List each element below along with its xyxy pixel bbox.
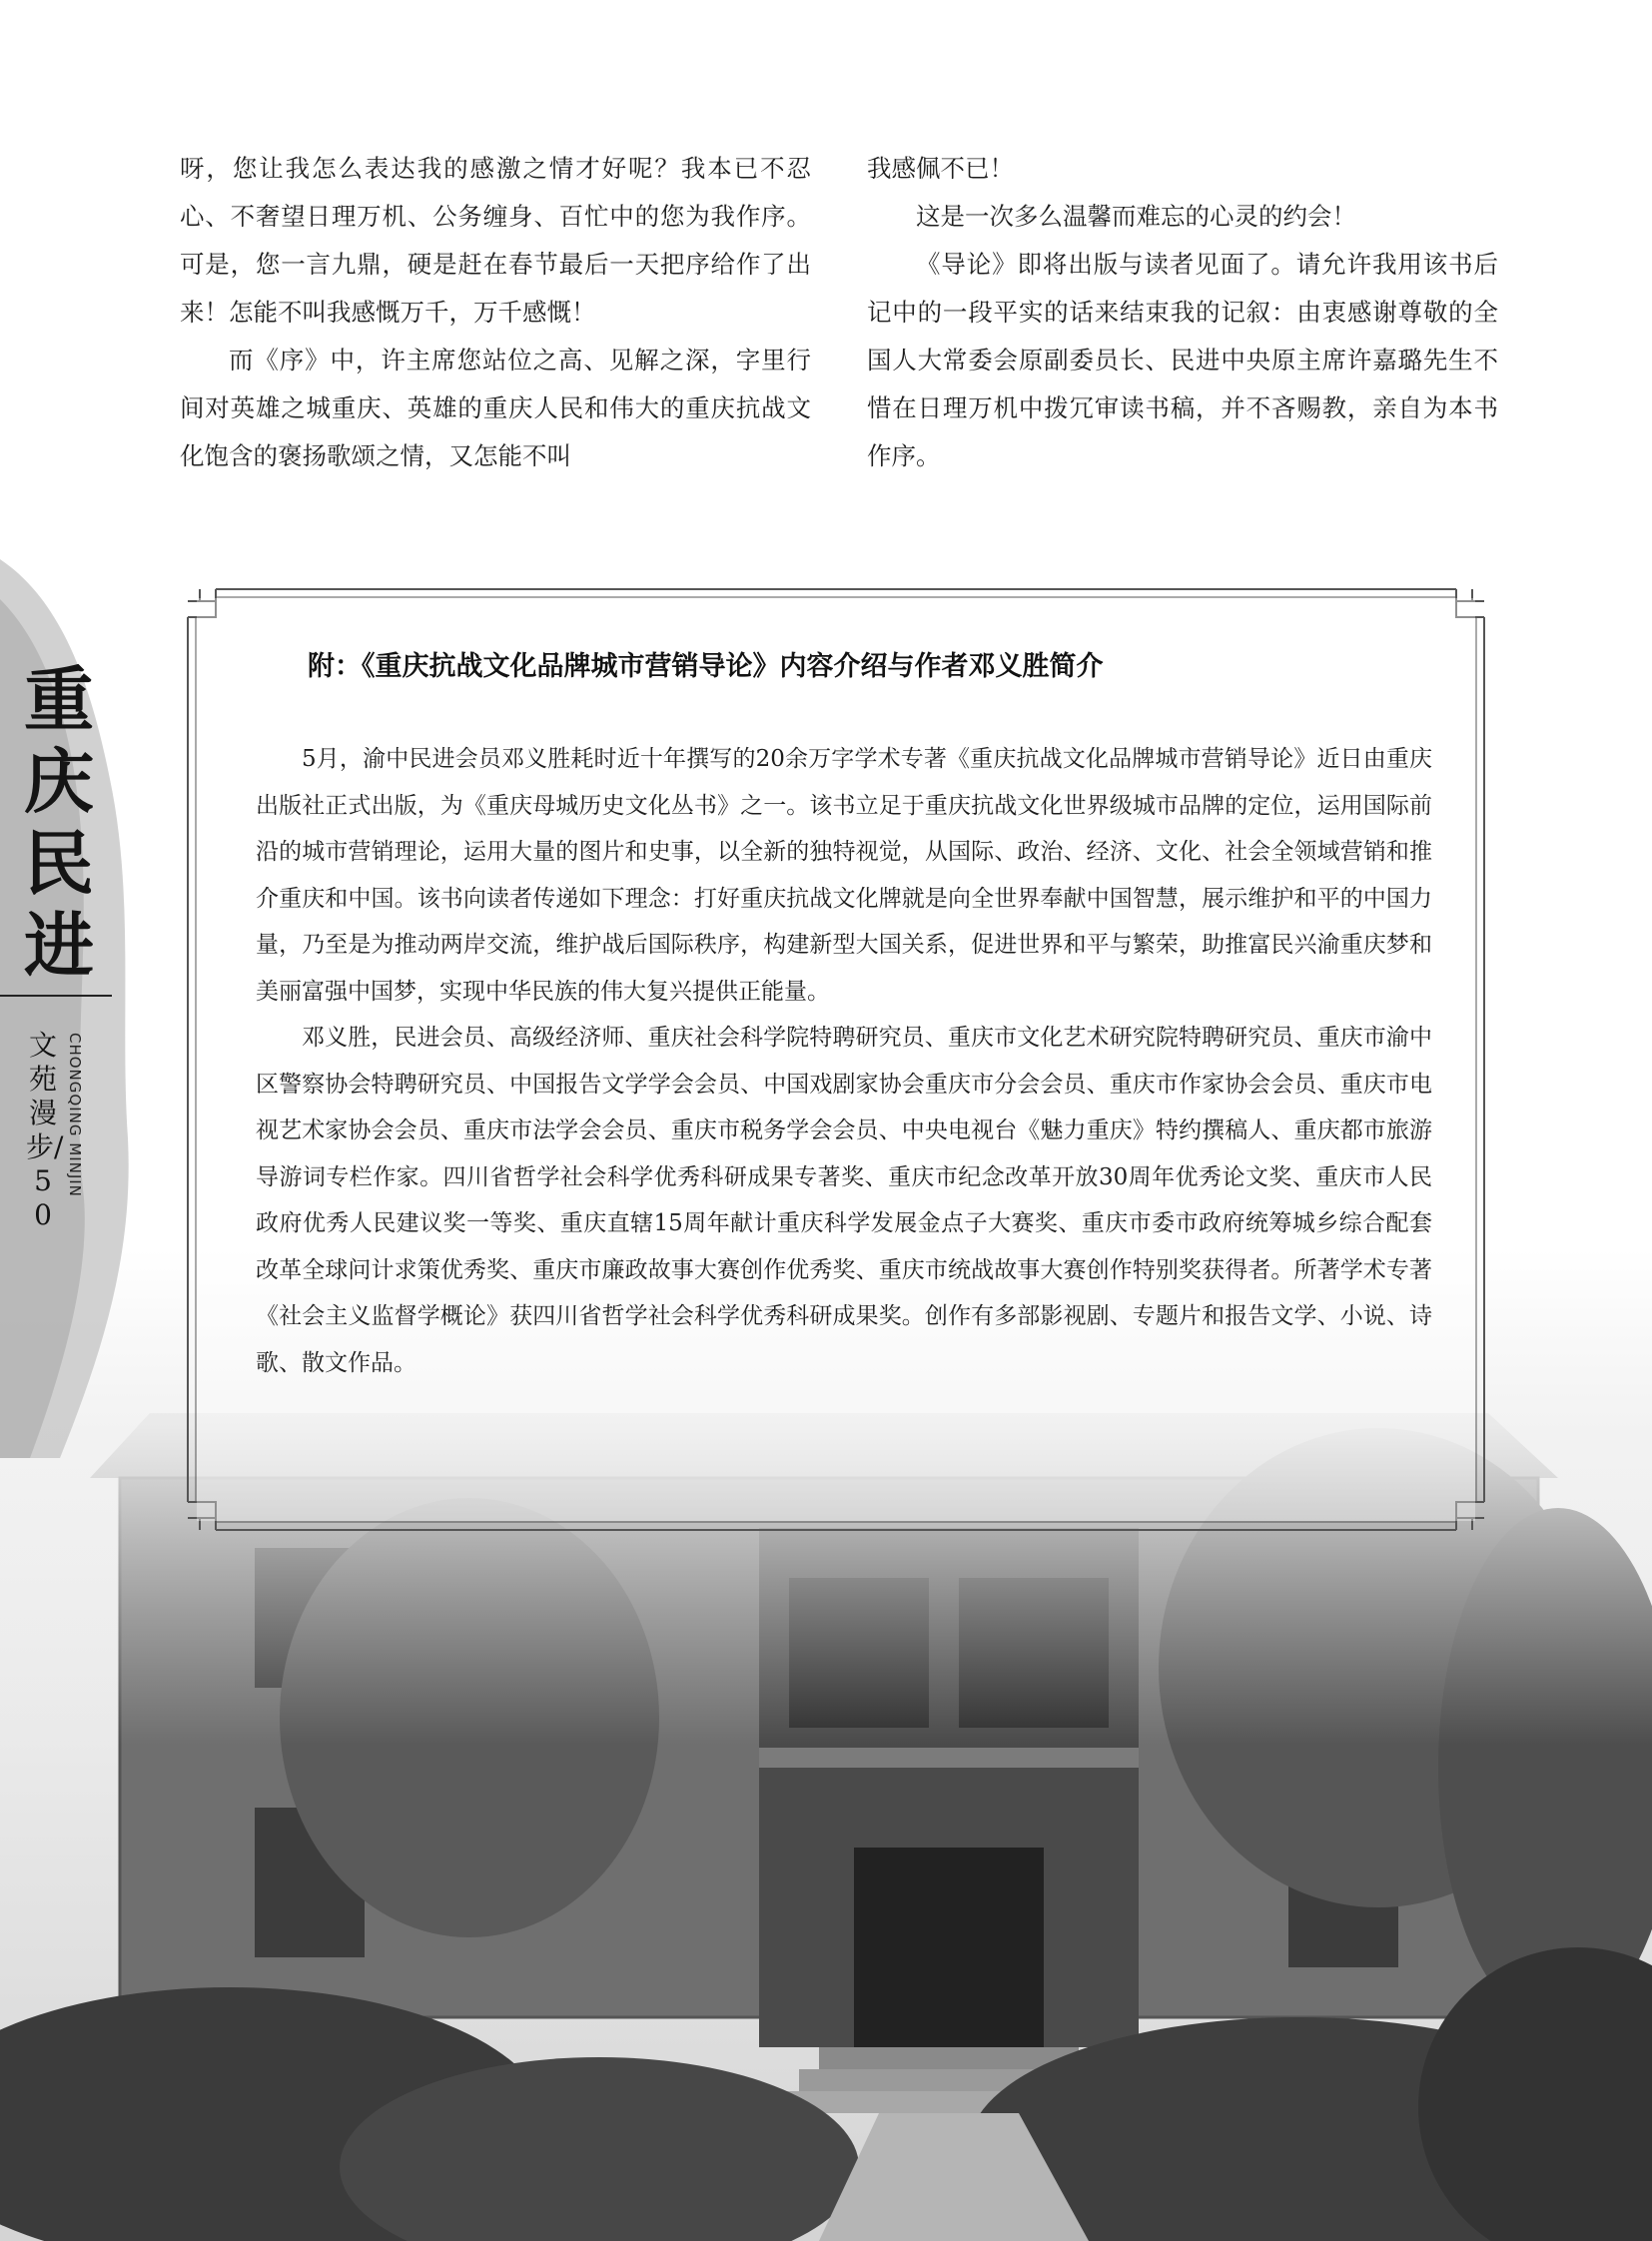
masthead-divider [0, 995, 112, 997]
info-box-body [256, 736, 1432, 1386]
text-column-right [867, 145, 1498, 480]
paragraph: 而《序》中，许主席您站位之高、见解之深，字里行间对英雄之城重庆、英雄的重庆人民和伟大的重庆抗战文化饱含的褒扬歌颂之情，又怎能不叫 [180, 346, 811, 470]
info-paragraph-author: 邓义胜，民进会员、高级经济师、重庆社会科学院特聘研究员、重庆市文化艺术研究院特聘研究员、重庆市渝中区警察协会特聘研究员、中国报告文学学会会员、中国戏剧家协会重庆市分会会员、重庆市作家协会会员、重庆市电视艺术家协会会员、重庆市法学会会员、重庆市税务学会会员、中央电视台《魅力重庆》特约撰稿人、重庆都市旅游导游词专栏作家。四川省哲学社会科学优秀科研成果专著奖、重庆市纪念改革开放30周年优秀论文奖、重庆市人民政府优秀人民建议奖一等奖、重庆直辖15周年献计重庆科学发展金点子大赛奖、重庆市委市政府统筹城乡综合配套改革全球问计求策优秀奖、重庆市廉政故事大赛创作优秀奖、重庆市统战故事大赛创作特别奖获得者。所著学术专著《社会主义监督学概论》获四川省哲学社会科学优秀科研成果奖。创作有多部影视剧、专题片和报告文学、小说、诗歌、散文作品。 [256, 1025, 1432, 1376]
paragraph: 我感佩不已！ [867, 154, 1014, 183]
section-and-page [26, 1029, 64, 1232]
page-number: 50 [34, 1164, 52, 1231]
page-separator: / [54, 1130, 64, 1163]
paragraph: 这是一次多么温馨而难忘的心灵的约会！ [916, 202, 1356, 231]
info-paragraph-book: 5月，渝中民进会员邓义胜耗时近十年撰写的20余万字学术专著《重庆抗战文化品牌城市营销导论》近日由重庆出版社正式出版，为《重庆母城历史文化丛书》之一。该书立足于重庆抗战文化世界级城市品牌的定位，运用国际前沿的城市营销理论，运用大量的图片和史事，以全新的独特视觉，从国际、政治、经济、文化、社会全领域营销和推介重庆和中国。该书向读者传递如下理念：打好重庆抗战文化牌就是向全世界奉献中国智慧，展示维护和平的中国力量，乃至是为推动两岸交流，维护战后国际秩序，构建新型大国关系，促进世界和平与繁荣，助推富民兴渝重庆梦和美丽富强中国梦，实现中华民族的伟大复兴提供正能量。 [256, 746, 1432, 1005]
text-column-left [180, 145, 811, 480]
info-box-title: 附：《重庆抗战文化品牌城市营销导论》内容介绍与作者邓义胜简介 [308, 651, 1104, 682]
paragraph: 《导论》即将出版与读者见面了。请允许我用该书后记中的一段平实的话来结束我的记叙：由衷感谢尊敬的全国人大常委会原副委员长、民进中央原主席许嘉璐先生不惜在日理万机中拨冗审读书稿，并不吝赐教，亲自为本书作序。 [867, 250, 1498, 470]
masthead-title: 重庆民进 [24, 658, 94, 987]
section-name: 文苑漫步 [26, 1029, 57, 1163]
brand-english: CHONGQING MINJIN [66, 1033, 84, 1197]
paragraph: 呀，您让我怎么表达我的感激之情才好呢？我本已不忍心、不奢望日理万机、公务缠身、百忙中的您为我作序。可是，您一言九鼎，硬是赶在春节最后一天把序给作了出来！怎能不叫我感慨万千，万千感慨！ [180, 154, 811, 327]
